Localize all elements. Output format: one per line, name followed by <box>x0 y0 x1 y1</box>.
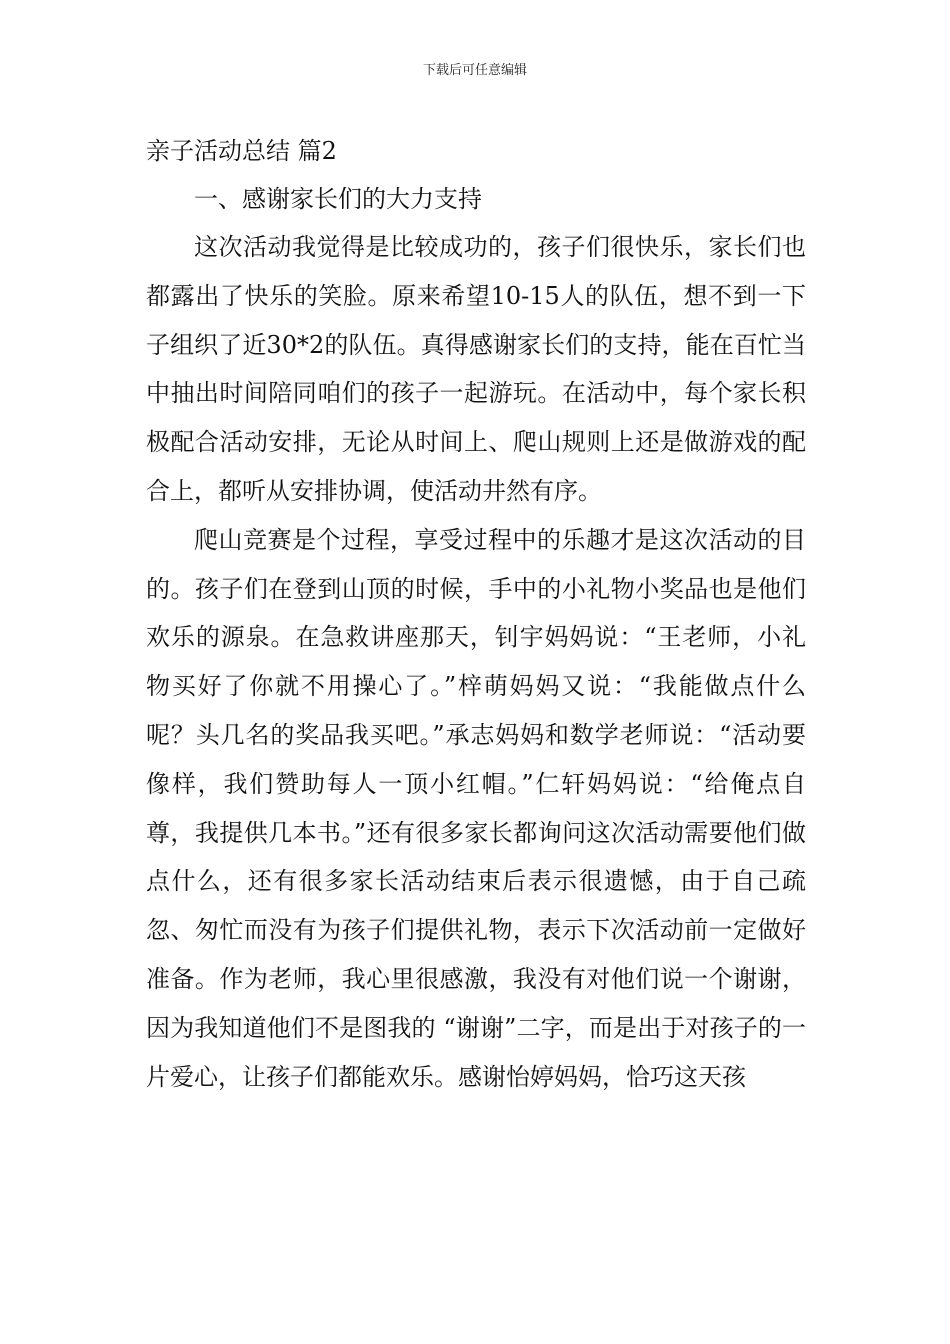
paragraph-2: 爬山竞赛是个过程，享受过程中的乐趣才是这次活动的目的。孩子们在登到山顶的时候，手中的小礼物小奖品也是他们欢乐的源泉。在急救讲座那天，钊宇妈妈说：“王老师，小礼物买好了你就不用操心了。”梓萌妈妈又说：“我能做点什么呢？头几名的奖品我买吧。”承志妈妈和数学老师说：“活动要像样，我们赞助每人一顶小红帽。”仁轩妈妈说：“给俺点自尊，我提供几本书。”还有很多家长都询问这次活动需要他们做点什么，还有很多家长活动结束后表示很遗憾，由于自己疏忽、匆忙而没有为孩子们提供礼物，表示下次活动前一定做好准备。作为老师，我心里很感激，我没有对他们说一个谢谢，因为我知道他们不是图我的 “谢谢”二字，而是出于对孩子的一片爱心，让孩子们都能欢乐。感谢怡婷妈妈，恰巧这天孩 <box>146 525 806 1091</box>
paragraph-1: 这次活动我觉得是比较成功的，孩子们很快乐，家长们也都露出了快乐的笑脸。原来希望10-15人的队伍，想不到一下子组织了近30*2的队伍。真得感谢家长们的支持，能在百忙当中抽出时间陪同咱们的孩子一起游玩。在活动中，每个家长积极配合活动安排，无论从时间上、爬山规则上还是做游戏的配合上，都听从安排协调，使活动井然有序。 <box>146 233 806 505</box>
document-title: 亲子活动总结 篇2 <box>146 137 337 165</box>
document-body <box>146 127 806 1101</box>
page-header-note: 下载后可任意编辑 <box>422 63 527 78</box>
section-heading: 一、感谢家长们的大力支持 <box>194 185 482 213</box>
